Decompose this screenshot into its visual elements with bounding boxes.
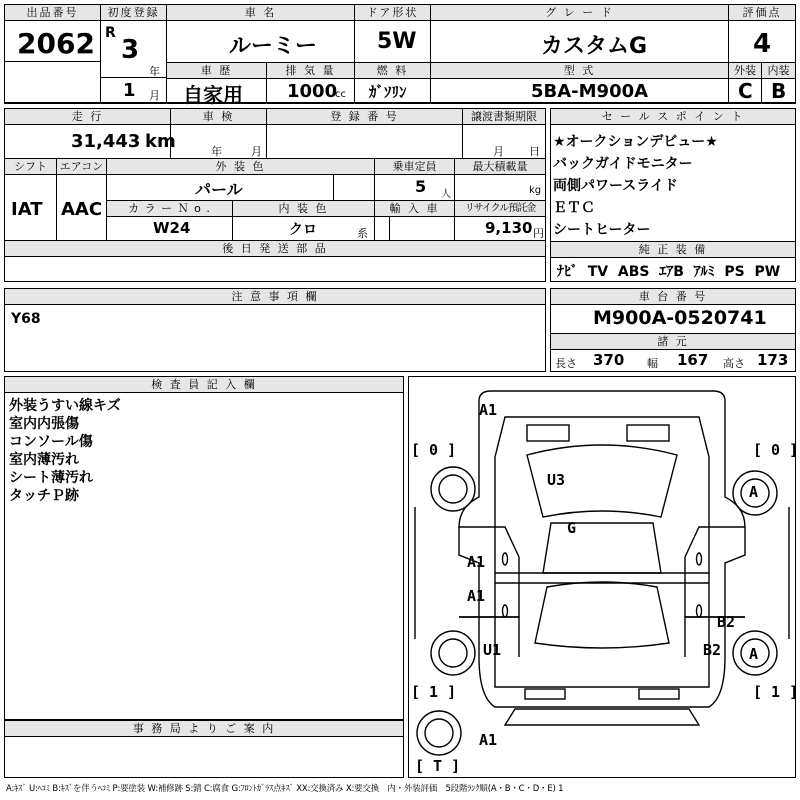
- inspector-box: [4, 376, 404, 720]
- capacity-label: 乗車定員: [375, 159, 454, 175]
- interior-color-label: 内 装 色: [233, 201, 374, 217]
- inspection-cell: [171, 109, 267, 159]
- model-cell: [431, 63, 729, 103]
- mark-b2-a: B2: [717, 613, 736, 631]
- roof: [543, 523, 661, 573]
- later-parts-label: 後 日 発 送 部 品: [5, 241, 545, 257]
- color: パール: [195, 180, 243, 199]
- equipment-item: ｴｱB: [659, 264, 684, 280]
- car-diagram-box: [408, 376, 799, 778]
- inspector-line: タッチＰ跡: [9, 488, 79, 504]
- import-cell: [375, 201, 455, 241]
- insp-month-unit: 月: [251, 145, 262, 158]
- length: 370: [593, 351, 625, 369]
- notes-label: 注 意 事 項 欄: [5, 289, 545, 305]
- notes-box: [4, 288, 546, 372]
- chassis-number: M900A-0520741: [593, 307, 767, 329]
- reg-month: 1: [123, 80, 136, 101]
- recycle-unit: 円: [533, 227, 544, 240]
- chassis-box: [550, 288, 796, 372]
- transfer-label: 譲渡書類期限: [463, 109, 545, 125]
- mark-tire-rear-right: A: [749, 645, 759, 663]
- model: 5BA-M900A: [531, 81, 649, 102]
- lot-label: 出品番号: [5, 5, 100, 21]
- model-label: 型 式: [431, 63, 728, 79]
- mark-g: G: [567, 519, 577, 537]
- door: 5W: [377, 29, 417, 54]
- year-unit: 年: [149, 65, 160, 78]
- interior-color-cell: [233, 201, 375, 241]
- color-no-cell: [107, 201, 233, 241]
- mark-tire-front-right: A: [749, 483, 759, 501]
- score: 4: [753, 29, 772, 59]
- ac: AAC: [61, 199, 103, 220]
- color-no: W24: [153, 219, 191, 237]
- tire-rear-left: [431, 631, 475, 675]
- recycle: 9,130: [485, 219, 533, 237]
- displacement-cell: [267, 63, 355, 103]
- tire-tr-label: [ 0 ]: [753, 441, 799, 459]
- shift-cell: [5, 159, 57, 241]
- fuel-label: 燃 料: [355, 63, 430, 79]
- right-handle: [697, 605, 702, 617]
- sales-point-item: ＥＴＣ: [553, 200, 595, 216]
- inspector-line: 室内内張傷: [9, 416, 79, 432]
- top-header-block: [4, 4, 796, 107]
- mileage: 31,443: [71, 131, 141, 152]
- interior-grade: B: [771, 79, 787, 103]
- max-load-unit: kg: [529, 185, 542, 196]
- height-label: 高さ: [723, 357, 745, 370]
- sales-point-item: ★オークションデビュー★: [553, 134, 718, 150]
- sales-point-item: シートヒーター: [553, 222, 651, 238]
- color-label: 外 装 色: [107, 159, 374, 175]
- lot-number: 2062: [17, 27, 95, 60]
- car-diagram: [409, 377, 795, 777]
- height: 173: [757, 351, 789, 369]
- mileage-cell: [5, 109, 176, 159]
- spare-tire: [417, 711, 461, 755]
- color-cell: [107, 159, 375, 201]
- mark-a1-bottom: A1: [479, 731, 498, 749]
- inspector-line: 室内薄汚れ: [9, 452, 79, 468]
- exterior-grade: C: [738, 79, 753, 103]
- office-box: [4, 720, 404, 778]
- score-label: 評価点: [729, 5, 795, 21]
- equipment-item: ABS: [617, 264, 650, 280]
- displacement: 1000: [287, 81, 338, 102]
- rear-window: [535, 582, 669, 648]
- interior-label: 内装: [762, 63, 795, 79]
- recycle-cell: [455, 201, 545, 241]
- equipment-label: 純 正 装 備: [551, 241, 795, 258]
- car-name-cell: [167, 5, 355, 63]
- right-mirror: [697, 553, 702, 565]
- sales-point-item: 両側パワースライド: [553, 178, 678, 194]
- tire-front-left: [431, 467, 475, 511]
- tire-tl-label: [ 0 ]: [411, 441, 457, 459]
- mark-a1-mid1: A1: [467, 553, 486, 571]
- history-label: 車 歴: [167, 63, 266, 79]
- capacity-unit: 人: [441, 189, 451, 200]
- sales-point-item: バックガイドモニター: [553, 156, 693, 172]
- info-block: [4, 108, 546, 282]
- equipment-list: [557, 261, 780, 281]
- length-label: 長さ: [555, 357, 577, 370]
- hood-vent: [527, 425, 569, 441]
- equipment-item: ﾅﾋﾞ: [557, 264, 578, 280]
- color-no-label: カ ラ ー Ｎ o .: [107, 201, 232, 217]
- exterior-cell: [729, 63, 762, 103]
- transfer-cell: [463, 109, 545, 159]
- equipment-item: PW: [754, 264, 781, 280]
- max-load-cell: [455, 159, 545, 201]
- ac-label: エアコン: [57, 159, 106, 175]
- reg-year: 3: [121, 35, 140, 65]
- shift: IAT: [11, 199, 43, 220]
- rear-light: [639, 689, 679, 699]
- tire-t-label: [ T ]: [415, 757, 461, 775]
- insp-year-unit: 年: [211, 145, 222, 158]
- grade-cell: [431, 5, 729, 63]
- dims-label: 諸 元: [551, 333, 795, 350]
- era: R: [105, 25, 116, 41]
- width-label: 幅: [647, 357, 658, 370]
- recycle-label: リサイクル預託金: [455, 201, 545, 217]
- mark-u1: U1: [483, 641, 502, 659]
- tire-br-label: [ 1 ]: [753, 683, 799, 701]
- inspection-label: 車 検: [171, 109, 266, 125]
- history-cell: [167, 63, 267, 107]
- lot-cell: [5, 5, 101, 103]
- inspector-line: 外装うすい線キズ: [9, 398, 121, 414]
- grade-label: グ レ ー ド: [431, 5, 728, 21]
- grade: カスタムG: [541, 34, 648, 59]
- displacement-unit: cc: [335, 89, 346, 100]
- interior-color-unit: 系: [357, 227, 368, 240]
- import-label: 輸 入 車: [375, 201, 454, 217]
- tire-bl-label: [ 1 ]: [411, 683, 457, 701]
- inspector-line: シート薄汚れ: [9, 470, 93, 486]
- exterior-label: 外装: [729, 63, 761, 79]
- equipment-item: PS: [724, 264, 745, 280]
- reg-number-cell: [267, 109, 463, 159]
- mark-a1-top: A1: [479, 401, 498, 419]
- shift-label: シフト: [5, 159, 56, 175]
- transfer-month-unit: 月: [493, 145, 504, 158]
- office-label: 事 務 局 よ り ご 案 内: [5, 721, 403, 737]
- sales-points-box: [550, 108, 796, 282]
- left-mirror: [503, 553, 508, 565]
- spare-tire-hub: [425, 719, 453, 747]
- rear-bumper: [505, 709, 699, 725]
- chassis-label: 車 台 番 号: [551, 289, 795, 305]
- fuel-cell: [355, 63, 431, 103]
- reg-number-label: 登 録 番 号: [267, 109, 462, 125]
- equipment-item: TV: [587, 264, 609, 280]
- first-reg-label: 初度登録: [101, 5, 166, 21]
- body-outline: [459, 391, 745, 707]
- displacement-label: 排 気 量: [267, 63, 354, 79]
- capacity: 5: [415, 177, 427, 196]
- rear-light: [525, 689, 565, 699]
- mileage-unit: km: [145, 131, 176, 152]
- door-cell: [355, 5, 431, 63]
- left-handle: [503, 605, 508, 617]
- fuel: ｶﾞｿﾘﾝ: [369, 83, 407, 101]
- score-cell: [729, 5, 795, 63]
- mark-a1-mid2: A1: [467, 587, 486, 605]
- mark-u3: U3: [547, 471, 566, 489]
- hood-vent: [627, 425, 669, 441]
- first-reg-cell: [101, 5, 167, 103]
- car-name: ルーミー: [229, 34, 318, 59]
- ac-cell: [57, 159, 107, 241]
- max-load-label: 最大積載量: [455, 159, 545, 175]
- capacity-cell: [375, 159, 455, 201]
- mark-b2-b: B2: [703, 641, 722, 659]
- legend: A:ｷｽﾞ U:ﾍｺﾐ B:ｷｽﾞを伴うﾍｺﾐ P:要塗装 W:補修跡 S:錆 C:腐食 G:ﾌﾛﾝﾄｶﾞﾗｽ点ｷｽﾞ XX:交換済み X:要交換 内・外装評価 5段階ﾗﾝｸ順(A・B・C・D・E) 1: [6, 784, 564, 794]
- car-name-label: 車 名: [167, 5, 354, 21]
- inspector-line: コンソール傷: [9, 434, 93, 450]
- interior-cell: [762, 63, 795, 103]
- inspector-label: 検 査 員 記 入 欄: [5, 377, 403, 393]
- interior-color: クロ: [289, 222, 317, 238]
- tire-front-left-hub: [439, 475, 467, 503]
- mileage-label: 走 行: [5, 109, 170, 125]
- tire-rear-left-hub: [439, 639, 467, 667]
- transfer-day-unit: 日: [529, 145, 540, 158]
- history: 自家用: [183, 83, 243, 107]
- width: 167: [677, 351, 709, 369]
- notes-text: Y68: [11, 311, 41, 327]
- sales-points-label: セ ー ル ス ポ イ ン ト: [551, 109, 795, 125]
- equipment-item: ｱﾙﾐ: [693, 264, 715, 280]
- month-unit: 月: [149, 89, 160, 102]
- door-label: ドア形状: [355, 5, 430, 21]
